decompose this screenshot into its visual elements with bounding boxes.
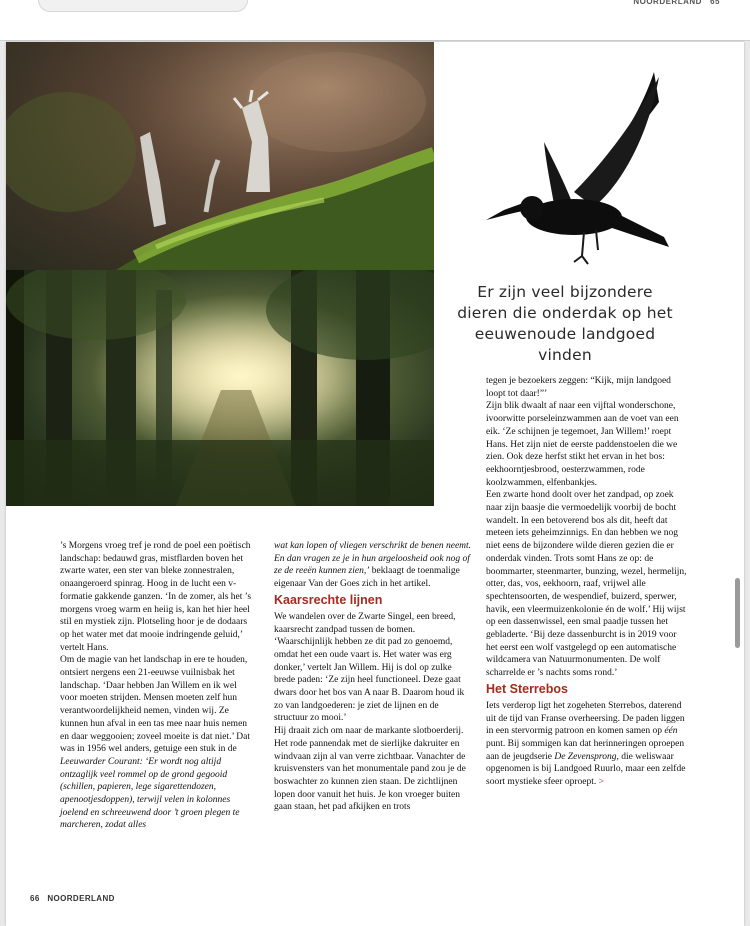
previous-page-header [633, 0, 720, 6]
paragraph-text: Om de magie van het landschap in ere te houden, ontsiert nergens een 21-eeuwse vuilnisbak het landschap. ‘Daar hebben Jan Willem en ik wel voor moeten strijden. Mensen moeten zelf hun verantwoordelijkheid nemen, vinden wij. Ze kunnen hun afval in een tas mee naar huis nemen en daar weggooien; zoveel moeite is dat niet.’ Dat was in 1956 wel anders, getuige een stuk in de [60, 655, 251, 755]
magazine-page [6, 42, 744, 926]
paragraph-text: , die weliswaar opgenomen is bij Landgoed Ruurlo, maar een zelfde soort mystieke sfeer oproept. [486, 751, 686, 788]
previous-page-magazine: NOORDERLAND [633, 0, 702, 6]
pullquote-line-1: Er zijn veel bijzondere [477, 283, 653, 301]
paragraph: Een zwarte hond doolt over het zandpad, op zoek naar zijn baasje die vermoedelijk voorbij de bocht wandelt. In een betoverend bos als dit, heeft dat meteen iets geheimzinnigs. En dan hebben we nog niet eens de bijzondere wilde dieren gezien die er onderdak vinden. Trots somt Hans ze op: de boommarter, steenmarter, bunzing, wezel, hermelijn, otter, das, vos, eekhoorn, raaf, vrijwel alle spechtensoorten, de wespendief, buizerd, sperwer, havik, een vleermuizenkolonie én de wolf.’ Hij wijst op een dassenwissel, een smal paadje tussen het gebladerte. ‘Bij deze dassenburcht is in 2019 voor het eerst een wolf vastgelegd op een automatische wildcamera van Natuurmonumenten. De wolf scharrelde er ’s nachts soms rond.’ [486, 490, 687, 679]
paragraph-text: punt. Bij sommigen kan dat herinneringen oproepen aan de jeugdserie [486, 738, 685, 762]
paragraph: ’s Morgens vroeg tref je rond de poel een poëtisch landschap: bedauwd gras, mistflarden boven het zwarte water, een ster van bleke zonnestralen, onaangeroerd spinrag. Hoog in de lucht een v-formatie gakkende ganzen. ‘In de zomer, als het ’s morgens vroeg warm en heiig is, kan het hier heel stil en mystiek zijn. Plotseling hoor je de dodaars op het water met dat mooie indringende geluid,’ vertelt Hans. [60, 541, 252, 653]
paragraph-text: beklaagt de toenmalige eigenaar Van der Goes zich in het artikel. [274, 566, 460, 590]
page-number: 66 [30, 894, 40, 903]
magazine-name: NOORDERLAND [47, 894, 115, 903]
crow-photo [434, 42, 744, 282]
section-heading-kaarsrechte-lijnen: Kaarsrechte lijnen [274, 592, 383, 607]
forest-illustration [6, 270, 434, 506]
scrollbar-thumb[interactable] [735, 578, 740, 648]
paragraph: Hij draait zich om naar de markante slotboerderij. Het rode pannendak met de sierlijke dakruiter en windvaan zijn al van verre zichtbaar. Vanachter de kruisvensters van het monumentale pand zou je de boswachter zo kunnen zien staan. De zichtlijnen lopen door vanuit het huis. Je kon vroeger buiten gaan staan, het pad afkijken en trots [274, 726, 466, 813]
pullquote-line-2: dieren die onderdak op het [457, 304, 673, 322]
paragraph [486, 700, 690, 789]
mushroom-moss-photo [6, 42, 434, 270]
series-title: De Zevensprong [554, 751, 617, 762]
previous-page-number: 65 [710, 0, 720, 6]
paragraph-text: Iets verderop ligt het zogeheten Sterrebos, daterend uit de tijd van Franse overheersing. De paden liggen in een stervormig patroon en komen samen op [486, 700, 685, 737]
pullquote-line-3: eeuwenoude landgoed vinden [474, 325, 656, 364]
emphasis: één [664, 726, 678, 737]
previous-page-pill [38, 0, 248, 12]
paragraph [274, 540, 474, 591]
continue-arrow-icon: > [598, 777, 605, 788]
article-column-2 [274, 540, 474, 814]
paragraph: We wandelen over de Zwarte Singel, een breed, kaarsrecht zandpad tussen de bomen. ‘Waarschijnlijk hebben ze dit pad zo genoemd, omdat het een oude vaart is. Het water was erg donker,’ vertelt Jan Willem. Hij is dol op zulke brede paden: ‘Ze zijn heel functioneel. Deze gaat dwars door het bos van A naar B. Daarom houd ik zo van landgoederen: je ziet de lijnen en de structuur zo mooi.’ [274, 611, 465, 724]
mushroom-illustration [6, 42, 434, 270]
page-footer [30, 894, 115, 903]
article-column-1 [60, 540, 253, 832]
paragraph: tegen je bezoekers zeggen: “Kijk, mijn landgoed loopt tot daar!”’ [486, 376, 671, 399]
paragraph [60, 654, 253, 832]
newspaper-quote-cont: wat kan lopen of vliegen verschrikt de benen neemt. En dan vragen ze je in hun argeloosheid ook nog of ze de reeën kunnen zien,’ [274, 541, 472, 577]
paragraph: Zijn blik dwaalt af naar een vijftal wonderschone, ivoorwitte porseleinzwammen aan de voet van een eik. ‘Ze schijnen je tegemoet, Jan Willem!’ roept Hans. Het zijn niet de eerste paddenstoelen die we zien. Ook deze herfst stikt het ervan in het bos: eekhoorntjesbrood, oesterzwammen, rode koolzwammen, elfenbankjes. [486, 401, 679, 488]
previous-page-strip [0, 0, 750, 41]
crow-icon [434, 42, 744, 282]
newspaper-quote: Leeuwarder Courant: ‘Er wordt nog altijd ontzaglijk veel rommel op de grond gegooid (schillen, papieren, lege sigarettendozen, apenootjesdoppen), terwijl velen in kolonnes joelend en schreeuwend door ’t groen plegen te marcheren, zodat alles [60, 756, 240, 831]
forest-photo [6, 270, 434, 506]
section-heading-het-sterrebos: Het Sterrebos [486, 681, 568, 696]
pullquote [450, 282, 680, 366]
article-column-3 [486, 375, 690, 789]
